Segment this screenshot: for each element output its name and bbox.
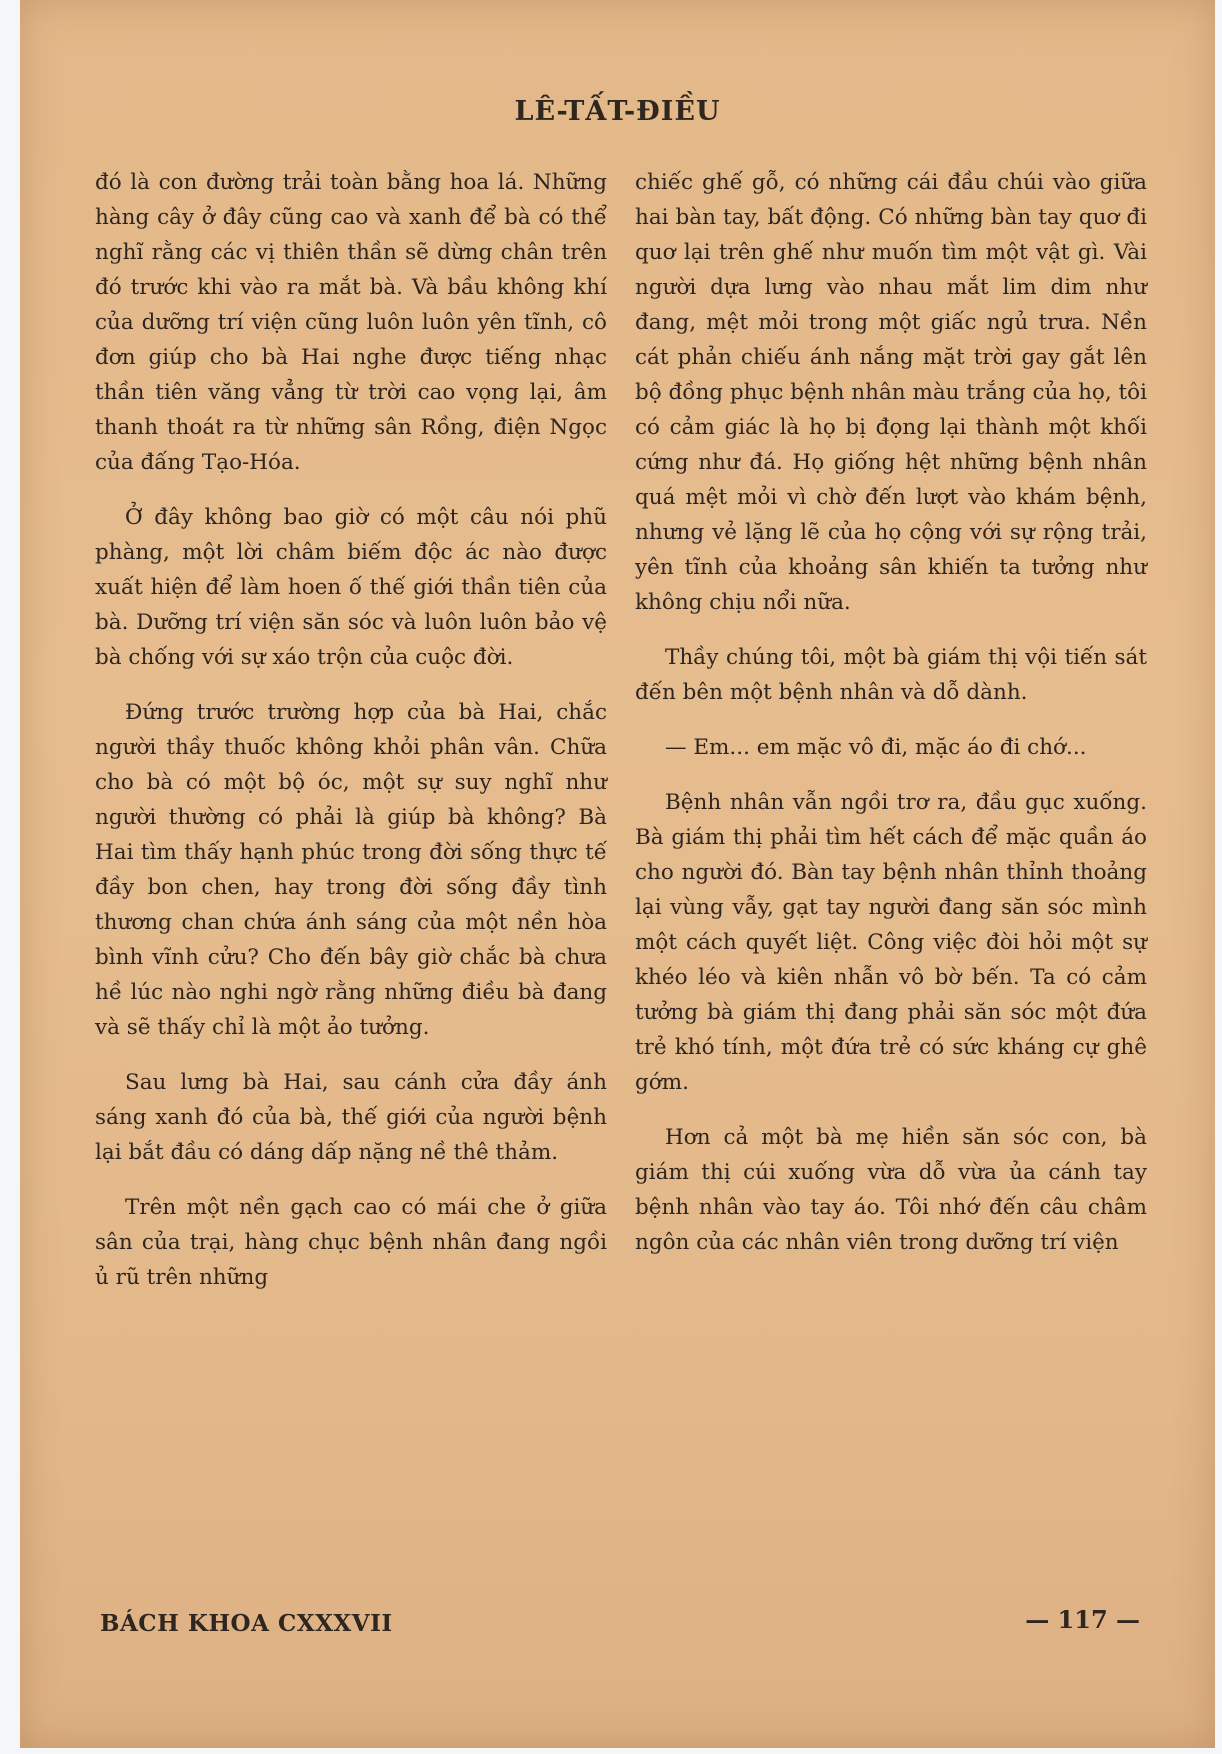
left-column [95,165,607,1315]
dialogue-line: — Em... em mặc vô đi, mặc áo đi chớ... [665,735,1087,760]
publication-footer: BÁCH KHOA CXXXVII [100,1610,393,1637]
paragraph: Thầy chúng tôi, một bà giám thị vội tiến sát đến bên một bệnh nhân và dỗ dành. [635,645,1147,705]
page-number: — 117 — [1025,1605,1140,1634]
paragraph: Bệnh nhân vẫn ngồi trơ ra, đầu gục xuống. Bà giám thị phải tìm hết cách để mặc quần áo cho người đó. Bàn tay bệnh nhân thỉnh thoảng lại vùng vẫy, gạt tay người đang săn sóc mình một cách quyết liệt. Công việc đòi hỏi một sự khéo léo và kiên nhẫn vô bờ bến. Ta có cảm tưởng bà giám thị đang phải săn sóc một đứa trẻ khó tính, một đứa trẻ có sức kháng cự ghê gớm. [635,790,1147,1095]
paragraph: Trên một nền gạch cao có mái che ở giữa sân của trại, hàng chục bệnh nhân đang ngồi ủ rũ trên những [95,1195,607,1290]
paragraph: Đứng trước trường hợp của bà Hai, chắc người thầy thuốc không khỏi phân vân. Chữa cho bà có một bộ óc, một sự suy nghĩ như người thường có phải là giúp bà không? Bà Hai tìm thấy hạnh phúc trong đời sống thực tế đầy bon chen, hay trong đời sống đầy tình thương chan chứa ánh sáng của một nền hòa bình vĩnh cửu? Cho đến bây giờ chắc bà chưa hề lúc nào nghi ngờ rằng những điều bà đang và sẽ thấy chỉ là một ảo tưởng. [95,700,607,1040]
author-header: LÊ-TẤT-ĐIỀU [514,96,721,127]
paragraph: đó là con đường trải toàn bằng hoa lá. Những hàng cây ở đây cũng cao và xanh để bà có thể nghĩ rằng các vị thiên thần sẽ dừng chân trên đó trước khi vào ra mắt bà. Và bầu không khí của dưỡng trí viện cũng luôn luôn yên tĩnh, cô đơn giúp cho bà Hai nghe được tiếng nhạc thần tiên văng vẳng từ trời cao vọng lại, âm thanh thoát ra từ những sân Rồng, điện Ngọc của đấng Tạo-Hóa. [95,170,607,475]
paragraph: chiếc ghế gỗ, có những cái đầu chúi vào giữa hai bàn tay, bất động. Có những bàn tay quơ đi quơ lại trên ghế như muốn tìm một vật gì. Vài người dựa lưng vào nhau mắt lim dim như đang, mệt mỏi trong một giấc ngủ trưa. Nền cát phản chiếu ánh nắng mặt trời gay gắt lên bộ đồng phục bệnh nhân màu trắng của họ, tôi có cảm giác là họ bị đọng lại thành một khối cứng như đá. Họ giống hệt những bệnh nhân quá mệt mỏi vì chờ đến lượt vào khám bệnh, nhưng vẻ lặng lẽ của họ cộng với sự rộng trải, yên tĩnh của khoảng sân khiến ta tưởng như không chịu nổi nữa. [635,170,1147,615]
right-column [635,165,1147,1280]
magazine-page [20,0,1215,1748]
paragraph: Hơn cả một bà mẹ hiền săn sóc con, bà giám thị cúi xuống vừa dỗ vừa ủa cánh tay bệnh nhân vào tay áo. Tôi nhớ đến câu châm ngôn của các nhân viên trong dưỡng trí viện [635,1125,1147,1255]
paragraph: Ở đây không bao giờ có một câu nói phũ phàng, một lời châm biếm độc ác nào được xuất hiện để làm hoen ố thế giới thần tiên của bà. Dưỡng trí viện săn sóc và luôn luôn bảo vệ bà chống với sự xáo trộn của cuộc đời. [95,505,607,670]
paragraph: Sau lưng bà Hai, sau cánh cửa đầy ánh sáng xanh đó của bà, thế giới của người bệnh lại bắt đầu có dáng dấp nặng nề thê thảm. [95,1070,607,1165]
